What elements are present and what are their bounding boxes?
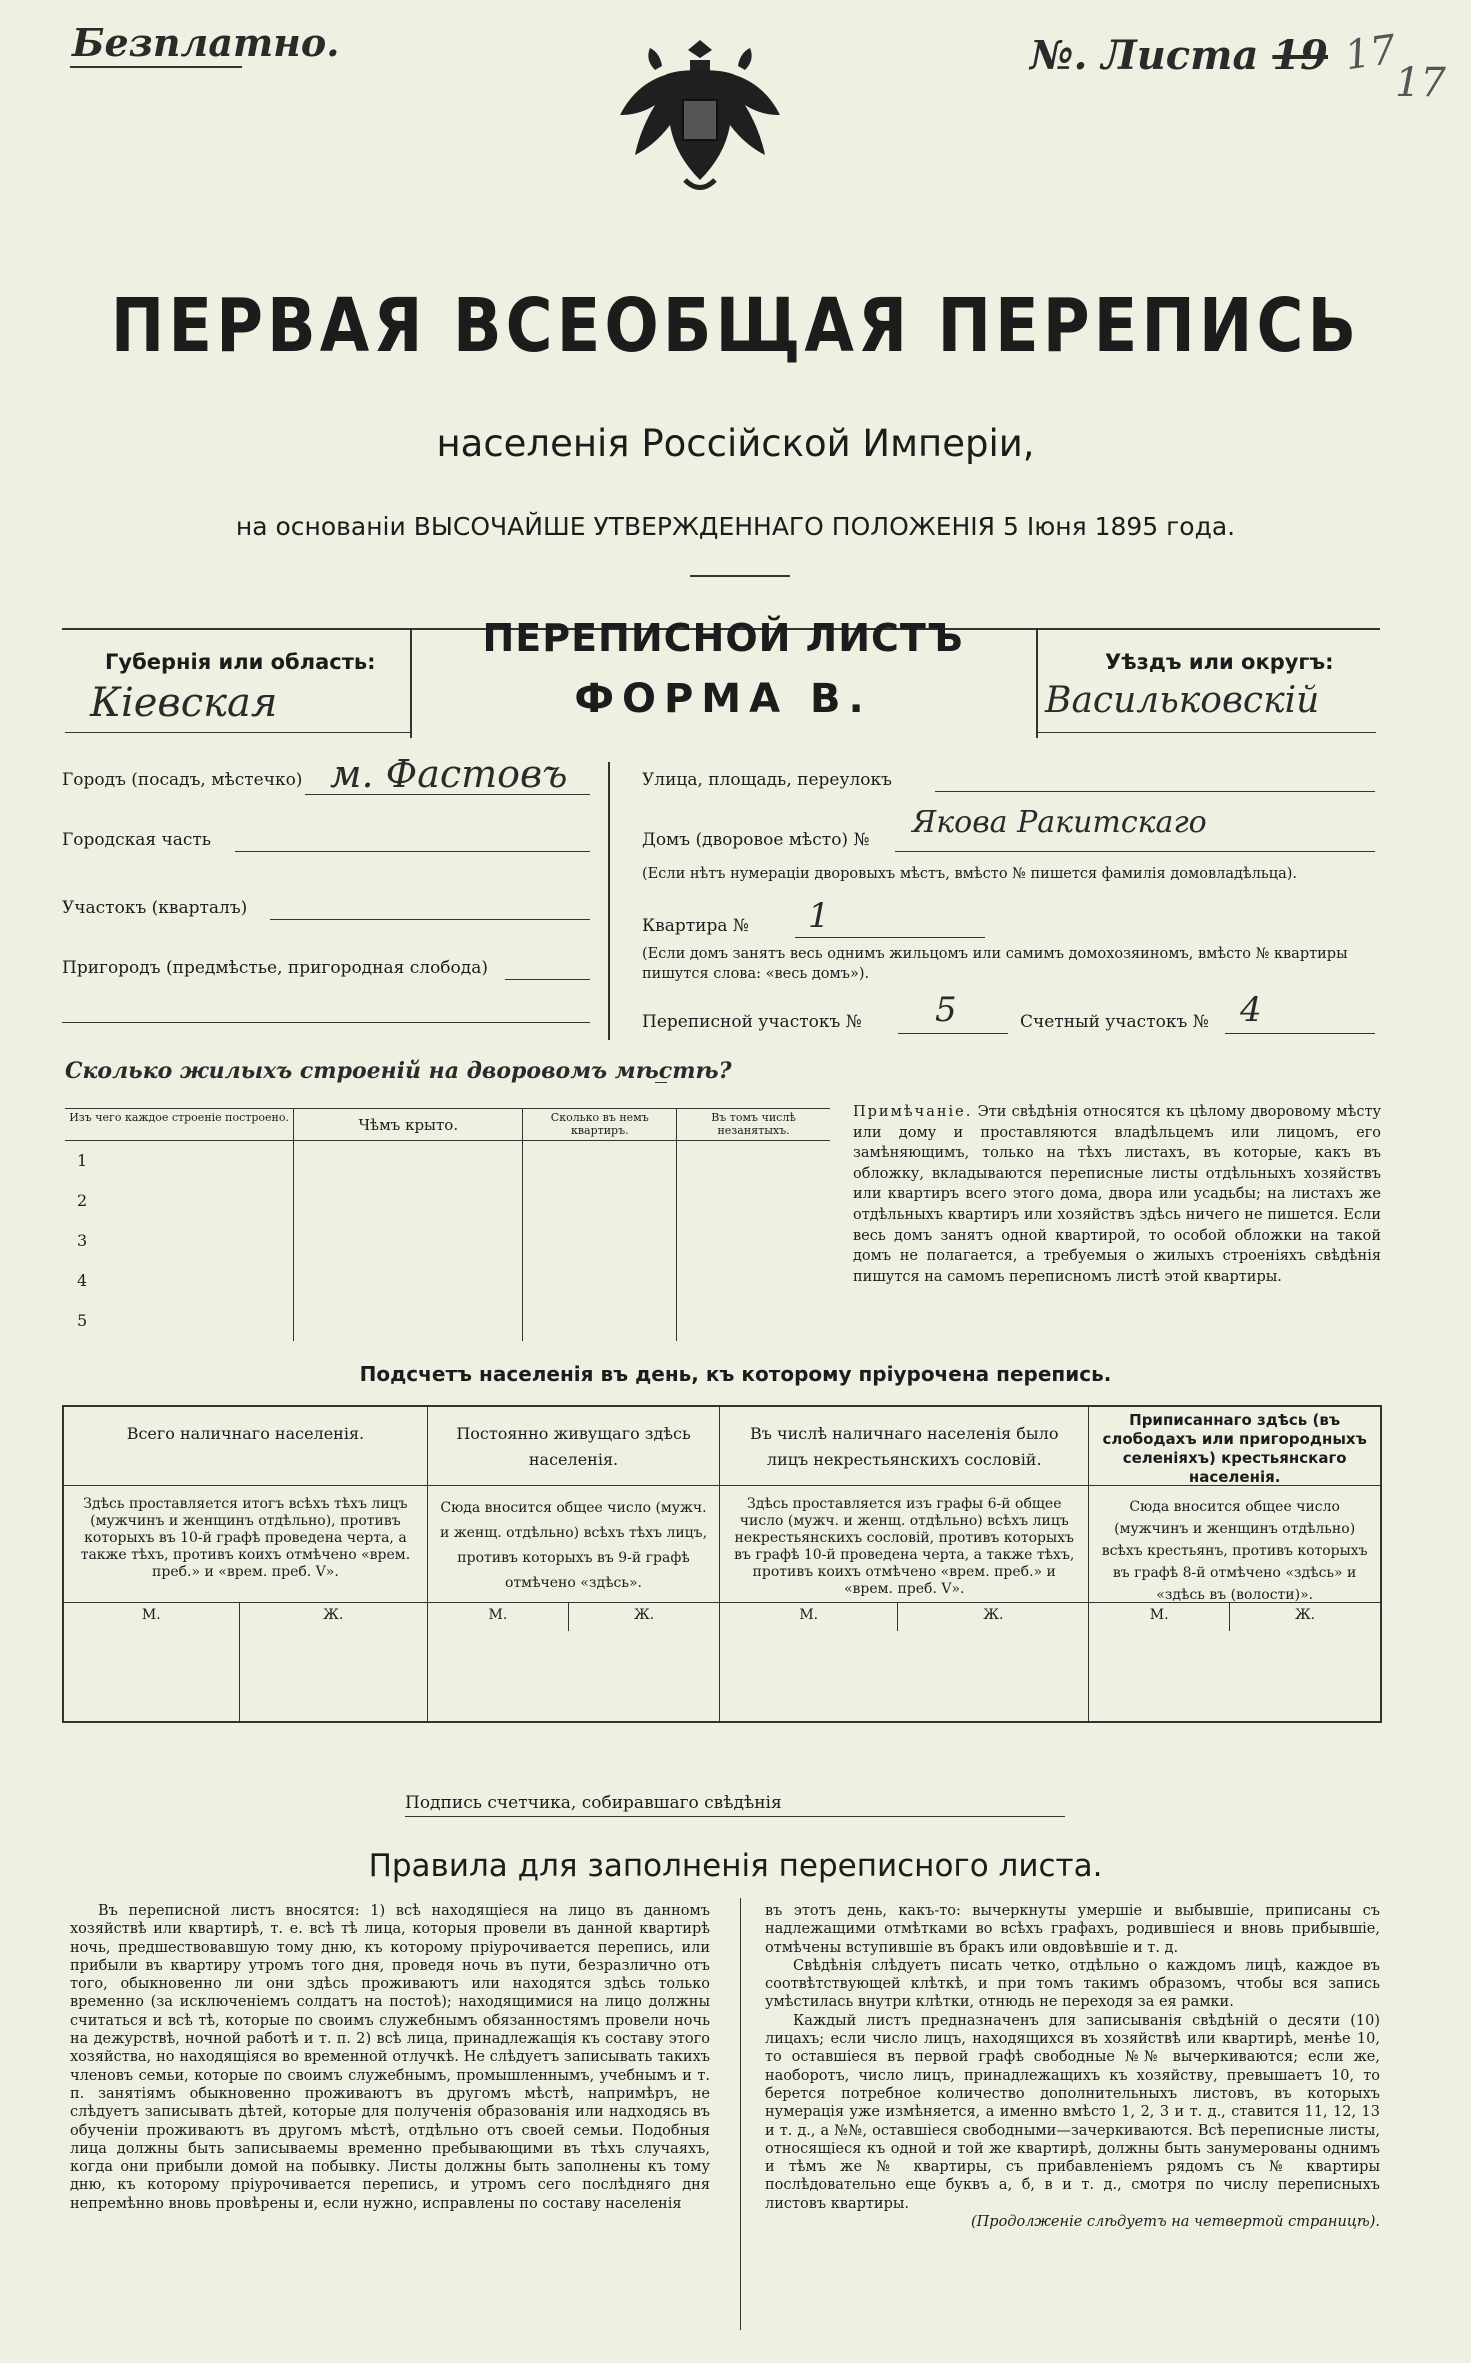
signature-line	[405, 1816, 1065, 1817]
census-district-underline	[898, 1033, 1008, 1034]
male-label: М.	[64, 1603, 239, 1627]
population-col	[1089, 1406, 1381, 1486]
buildings-note	[853, 1102, 1381, 1287]
house-value: Якова Ракитскаго	[912, 805, 1207, 840]
quarter-label: Участокъ (кварталъ)	[62, 898, 248, 918]
rules-right-p1: въ этотъ день, какъ-то: вычеркнуты умершіе и выбывшіе, приписаны съ надлежащими отмѣтками во всѣхъ графахъ, родившіеся и вновь прибывшіе, отмѣчены вступившіе въ бракъ или овдовѣвшіе и т. д.	[765, 1903, 1380, 1956]
female-label: Ж.	[633, 1607, 655, 1623]
page-subtitle: населенія Россійской Имперіи,	[436, 422, 1035, 465]
buildings-answer-line	[655, 1082, 667, 1083]
rules-right-column	[765, 1902, 1380, 2342]
buildings-table	[65, 1108, 830, 1341]
population-col-title: Всего наличнаго населенія.	[126, 1424, 365, 1443]
house-note: (Если нѣтъ нумераціи дворовыхъ мѣстъ, вмѣсто № пишется фамилія домовладѣльца).	[642, 866, 1298, 882]
district-value: Васильковскій	[1045, 680, 1320, 721]
rules-left-column: Въ переписной листъ вносятся: 1) всѣ находящіеся на лицо въ данномъ хозяйствѣ или квартирѣ, т. е. всѣ тѣ лица, которыя провели въ данной квартирѣ ночь, предшествовавшую тому дню, къ которому пріурочивается перепись, или прибыли въ квартиру утромъ того дня, проведя ночь въ пути, безразлично отъ того, обыкновенно ли они здѣсь проживаютъ или находятся здѣсь только временно (за исключеніемъ солдатъ на постоѣ); находящимися на лицо должны считаться и всѣ тѣ, которые по своимъ служебнымъ обязанностямъ провели ночь на дежурствѣ, ночной работѣ и т. п. 2) всѣ лица, принадлежащія къ составу этого хозяйства, но находящіяся во временной отлучкѣ. Не слѣдуетъ записывать такихъ членовъ семьи, которые по своимъ служебнымъ, промышленнымъ, учебнымъ и т. п. занятіямъ обыкновенно проживаютъ въ другомъ мѣстѣ, напримѣръ, не слѣдуетъ записывать дѣтей, которые для полученія образованія или надходясь въ обученіи проживаютъ въ другомъ мѣстѣ, отдѣльно отъ своей семьи. Подобныя лица должны быть записываемы временно пребывающими въ тѣхъ случаяхъ, когда они прибыли домой на побывку. Листы должны быть заполнены къ тому дню, къ которому пріурочивается перепись, и утромъ сего послѣдняго дня непремѣнно вновь провѣрены и, если нужно, исправлены по составу населенія	[70, 1903, 710, 2212]
rules-right-p2: Свѣдѣнія слѣдуетъ писать четко, отдѣльно о каждомъ лицѣ, каждое въ соотвѣтствующей клѣткѣ, и при томъ такимъ образомъ, чтобы вся запись умѣстилась внутри клѣтки, отнюдь не переходя за ея рамки.	[765, 1957, 1380, 2011]
female-label: Ж.	[983, 1607, 1004, 1623]
apartment-underline	[795, 937, 985, 938]
corner-mark: 17	[1395, 60, 1446, 106]
buildings-row-number: 2	[65, 1181, 294, 1221]
population-col-desc: Здѣсь проставляется изъ графы 6-й общее число (мужч. и женщ. отдѣльно) всѣхъ лицъ некрестьянскихъ сословій, противъ которыхъ въ графѣ 10-й проведена черта, а также тѣхъ, противъ коихъ отмѣчено «врем. преб.» и «врем. преб. V».	[734, 1496, 1075, 1597]
census-district-label: Переписной участокъ №	[642, 1012, 862, 1032]
city-part-underline	[235, 851, 590, 852]
district-label: Уѣздъ или округъ:	[1105, 650, 1334, 674]
population-col-title: Приписаннаго здѣсь (въ слободахъ или пригородныхъ селеніяхъ) крестьянскаго населенія.	[1102, 1411, 1367, 1486]
suburb-label: Пригородъ (предмѣстье, пригородная слобода)	[62, 958, 489, 978]
city-value: м. Фастовъ	[330, 752, 568, 796]
count-district-label: Счетный участокъ №	[1020, 1012, 1209, 1032]
form-title: ПЕРЕПИСНОЙ ЛИСТЪ	[482, 616, 964, 660]
province-underline	[65, 732, 410, 733]
sheet-number-struck: 19	[1272, 32, 1328, 79]
street-label: Улица, площадь, переулокъ	[642, 770, 892, 790]
note-text: Эти свѣдѣнія относятся къ цѣлому дворовому мѣсту или дому и проставляются владѣльцемъ или лицомъ, его замѣняющимъ, только на тѣхъ листахъ, въ которые, какъ въ обложку, вкладываются переписные листы отдѣльныхъ хозяйствъ или квартиръ всего этого дома, двора или усадьбы; на листахъ же отдѣльныхъ квартиръ или хозяйствъ здѣсь ничего не пишется. Если весь домъ занятъ одной квартирой, то особой обложки на такой домъ не полагается, а требуемыя о жилыхъ строеніяхъ свѣдѣнія пишутся на самомъ переписномъ листѣ этой квартиры.	[853, 1104, 1381, 1285]
note-lead: Примѣчаніе.	[853, 1104, 973, 1120]
corner-mark: 17	[1342, 26, 1399, 80]
free-label: Безплатно.	[72, 20, 340, 65]
buildings-row-number: 4	[65, 1261, 294, 1301]
population-table	[62, 1405, 1382, 1723]
apartment-label: Квартира №	[642, 916, 749, 936]
buildings-row-number: 3	[65, 1221, 294, 1261]
count-district-underline	[1225, 1033, 1375, 1034]
city-underline	[305, 794, 590, 795]
signature-label: Подпись счетчика, собиравшаго свѣдѣнія	[405, 1793, 782, 1813]
sheet-label: №. Листа 19	[1030, 32, 1328, 79]
buildings-col-roof: Чѣмъ крыто.	[294, 1109, 523, 1141]
city-row	[62, 770, 302, 790]
buildings-row-number: 1	[65, 1141, 294, 1181]
population-heading: Подсчетъ населенія въ день, къ которому пріурочена перепись.	[359, 1362, 1112, 1386]
title-rule	[690, 575, 790, 577]
city-part-label: Городская часть	[62, 830, 212, 850]
population-col	[427, 1406, 719, 1486]
buildings-row-number: 5	[65, 1301, 294, 1341]
count-district-value: 4	[1240, 990, 1262, 1030]
address-divider	[608, 762, 610, 1040]
house-underline	[895, 851, 1375, 852]
population-col-title: Въ числѣ наличнаго населенія было лицъ некрестьянскихъ сословій.	[750, 1424, 1059, 1469]
population-col	[720, 1406, 1089, 1486]
street-underline	[935, 791, 1375, 792]
rules-right-p3: Каждый листъ предназначенъ для записыванія свѣдѣній о десяти (10) лицахъ; если число лицъ, находящихся въ хозяйствѣ или квартирѣ, менѣе 10, то оставшіеся въ первой графѣ свободные №№ вычеркиваются; если же, наоборотъ, число лицъ, принадлежащихъ къ хозяйству, превышаетъ 10, то берется потребное количество дополнительныхъ листовъ, въ которыхъ нумерація уже измѣняется, а именно вмѣсто 1, 2, 3 и т. д., ставится 11, 12, 13 и т. д., а №№, оставшіеся свободными—зачеркиваются. Всѣ переписные листы, относящіеся къ одной и той же квартирѣ, должны быть занумерованы однимъ и тѣмъ же № квартиры, съ прибавленіемъ рядомъ съ № квартиры послѣдовательно еще буквъ а, б, в и т. д., смотря по числу переписныхъ листовъ квартиры.	[765, 2012, 1380, 2212]
form-name: ФОРМА В.	[574, 676, 872, 722]
population-col-desc: Сюда вносится общее число (мужч. и женщ. отдѣльно) всѣхъ тѣхъ лицъ, противъ которыхъ въ 9-й графѣ отмѣчено «здѣсь».	[439, 1500, 708, 1591]
rules-title: Правила для заполненія переписного листа.	[368, 1848, 1103, 1884]
male-label: М.	[1089, 1603, 1229, 1627]
suburb-underline	[505, 979, 590, 980]
buildings-col-vacant: Въ томъ числѣ незанятыхъ.	[677, 1109, 830, 1141]
male-label: М.	[720, 1603, 898, 1627]
buildings-col-material: Изъ чего каждое строеніе построено.	[65, 1109, 294, 1141]
buildings-question: Сколько жилыхъ строеній на дворовомъ мѣстѣ?	[65, 1058, 732, 1084]
province-label: Губернія или область:	[105, 650, 376, 674]
apartment-value: 1	[808, 896, 830, 936]
population-col-desc: Сюда вносится общее число (мужчинъ и женщинъ отдѣльно) всѣхъ крестьянъ, противъ которыхъ въ графѣ 8-й отмѣчено «здѣсь» и «здѣсь въ (волости)».	[1101, 1499, 1368, 1603]
rules-divider	[740, 1898, 741, 2330]
double-headed-eagle-emblem	[615, 30, 785, 200]
census-district-value: 5	[935, 990, 957, 1030]
population-col-desc: Здѣсь проставляется итогъ всѣхъ тѣхъ лицъ (мужчинъ и женщинъ отдѣльно), противъ которыхъ въ 10-й графѣ проведена черта, а также тѣхъ, противъ коихъ отмѣчено «врем. преб.» и «врем. преб. V».	[80, 1496, 411, 1580]
house-label: Домъ (дворовое мѣсто) №	[642, 830, 870, 850]
suburb-underline-2	[62, 1022, 590, 1023]
rules-continuation: (Продолженіе слѣдуетъ на четвертой страницѣ).	[970, 2214, 1380, 2231]
male-label: М.	[428, 1603, 569, 1627]
buildings-top-border	[65, 1108, 830, 1109]
quarter-underline	[270, 919, 590, 920]
city-label: Городъ (посадъ, мѣстечко)	[62, 770, 303, 790]
strip-divider	[1036, 628, 1038, 738]
population-col-title: Постоянно живущаго здѣсь населенія.	[456, 1424, 691, 1469]
female-label: Ж.	[323, 1607, 344, 1623]
apartment-note: (Если домъ занятъ весь однимъ жильцомъ или самимъ домохозяиномъ, вмѣсто № квартиры пишутся слова: «весь домъ»).	[642, 946, 1348, 982]
page-title: ПЕРВАЯ ВСЕОБЩАЯ ПЕРЕПИСЬ	[110, 284, 1361, 370]
district-underline	[1036, 732, 1376, 733]
buildings-col-apartments: Сколько въ немъ квартиръ.	[523, 1109, 677, 1141]
free-underline	[70, 66, 242, 68]
page-basis: на основаніи ВЫСОЧАЙШЕ УТВЕРЖДЕННАГО ПОЛОЖЕНІЯ 5 Іюня 1895 года.	[235, 512, 1236, 541]
population-col	[63, 1406, 427, 1486]
female-label: Ж.	[1294, 1607, 1316, 1623]
province-value: Кіевская	[90, 680, 278, 726]
